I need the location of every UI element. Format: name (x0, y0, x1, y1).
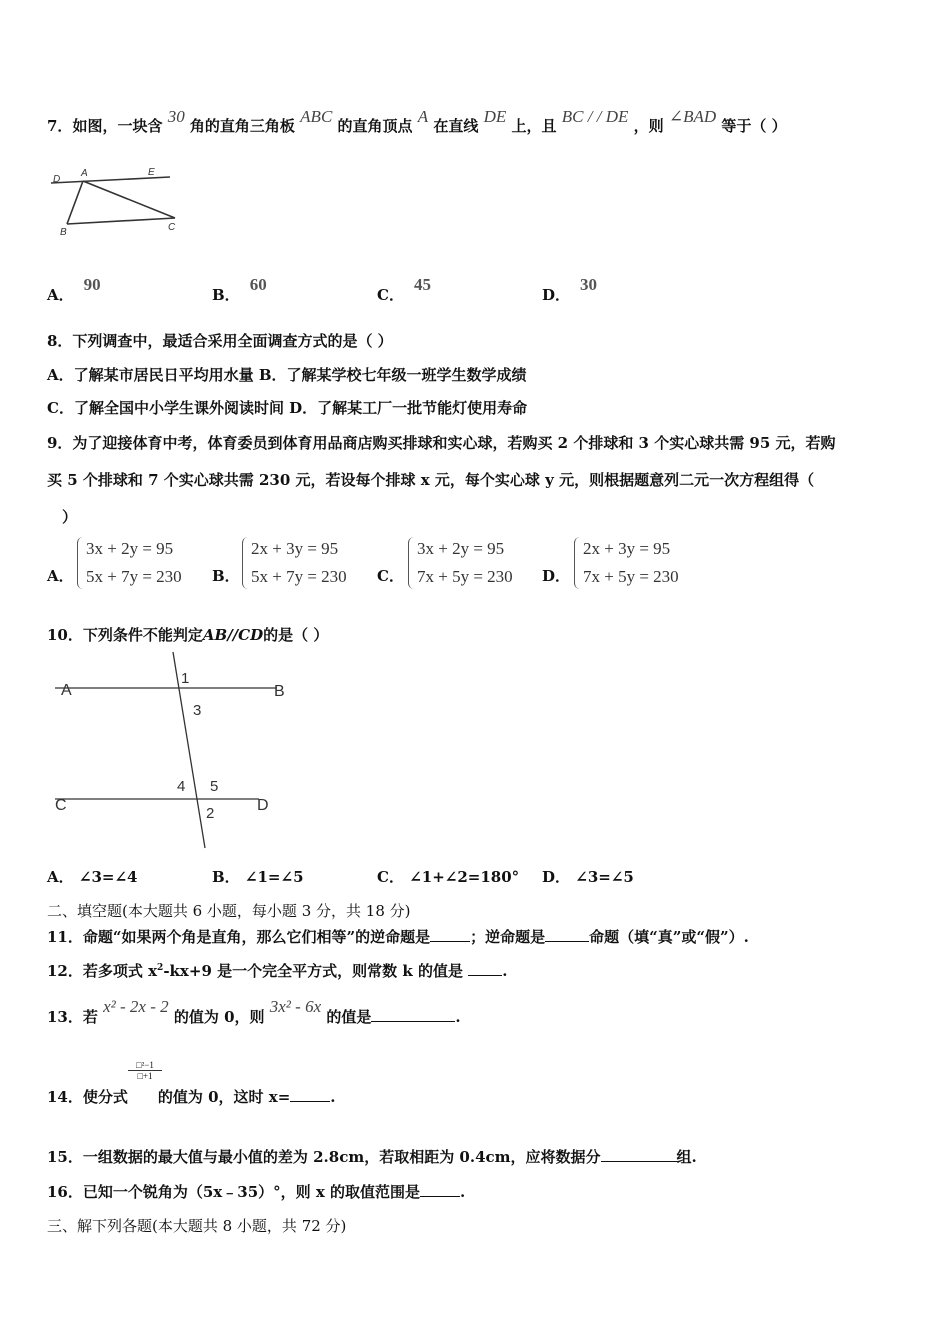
q14-fraction: $\frac{\text{□²−1}}{□+1}$ (128, 1060, 162, 1081)
q9-stem-line-2: 买 5 个排球和 7 个实心球共需 230 元，若设每个排球 x 元，每个实心球 y 元，则根据题意列二元一次方程组得（ (47, 471, 815, 489)
brace-icon (574, 537, 581, 589)
q9-option-b-letter[interactable]: B． (212, 567, 240, 585)
q9-stem-line-1: 9．为了迎接体育中考，体育委员到体育用品商店购买排球和实心球，若购买 2 个排球和 3 个实心球共需 95 元，若购 (47, 434, 836, 452)
q10-label-b: B (274, 683, 285, 700)
q11-blank-1[interactable] (430, 927, 470, 942)
q15: 15．一组数据的最大值与最小值的差为 2.8cm，若取相距为 0.4cm，应将数据分 组. (47, 1148, 697, 1166)
q10-angle-5: 5 (210, 778, 219, 795)
q9-stem-line-3: ） (62, 508, 78, 526)
q7-label-e: E (148, 167, 155, 178)
q16-blank[interactable] (420, 1182, 460, 1197)
q7-label-b: B (60, 227, 67, 238)
q7-label-c: C (168, 222, 176, 233)
q8-options-line-1[interactable]: A．了解某市居民日平均用水量 B．了解某学校七年级一班学生数学成绩 (47, 366, 527, 384)
q7-option-b[interactable]: B．60 (212, 275, 267, 304)
q8-options-line-2[interactable]: C．了解全国中小学生课外阅读时间 D．了解某工厂一批节能灯使用寿命 (47, 399, 528, 417)
q9-option-c-system[interactable]: 3x + 2y = 95 7x + 5y = 230 (417, 535, 513, 591)
q10-label-d: D (257, 797, 269, 814)
q10-option-a[interactable]: A． ∠3=∠4 (47, 868, 138, 886)
q10-angle-2: 2 (206, 805, 215, 822)
section-3-heading: 三、解下列各题(本大题共 8 小题，共 72 分) (47, 1217, 347, 1235)
q9-option-b-system[interactable]: 2x + 3y = 95 5x + 7y = 230 (251, 535, 347, 591)
q10-label-c: C (55, 797, 67, 814)
q13: 13．若 x² - 2x - 2 的值为 0，则 3x² - 6x 的值是 . (47, 997, 461, 1026)
q10-option-d[interactable]: D． ∠3=∠5 (542, 868, 634, 886)
q9-option-d-letter[interactable]: D． (542, 567, 571, 585)
q7-option-d[interactable]: D．30 (542, 275, 598, 304)
q10-option-b[interactable]: B． ∠1=∠5 (212, 868, 304, 886)
q7-label-a: A (81, 168, 88, 179)
q7-label-d: D (53, 174, 61, 185)
brace-icon (77, 537, 84, 589)
q7-option-a[interactable]: A．90 (47, 275, 101, 304)
q9-option-d-system[interactable]: 2x + 3y = 95 7x + 5y = 230 (583, 535, 679, 591)
q11: 11．命题“如果两个角是直角，那么它们相等”的逆命题是 ；逆命题是 命题（填“真”或“假”）. (47, 928, 749, 946)
section-2-heading: 二、填空题(本大题共 6 小题，每小题 3 分，共 18 分) (47, 902, 411, 920)
q10-angle-3: 3 (193, 702, 202, 719)
q11-blank-2[interactable] (545, 927, 589, 942)
q13-blank[interactable] (371, 1007, 455, 1022)
q10-label-a: A (61, 682, 72, 699)
q10-angle-4: 4 (177, 778, 186, 795)
q16: 16．已知一个锐角为（5x﹣35）°，则 x 的取值范围是 . (47, 1183, 466, 1201)
q10-stem: 10．下列条件不能判定AB//CD的是（ ） (47, 626, 329, 644)
q9-option-a-system[interactable]: 3x + 2y = 95 5x + 7y = 230 (86, 535, 182, 591)
q10-angle-1: 1 (181, 670, 190, 687)
q10-parallel-lines-figure (45, 650, 305, 850)
q12: 12．若多项式 $x^2-kx+9$ 是一个完全平方式，则常数 k 的值是 . (47, 962, 508, 980)
q7-option-c[interactable]: C．45 (377, 275, 431, 304)
q14-blank[interactable] (290, 1087, 330, 1102)
q9-option-a-letter[interactable]: A． (47, 567, 74, 585)
q12-blank[interactable] (468, 961, 502, 976)
q10-option-c[interactable]: C． ∠1+∠2=180° (377, 868, 520, 886)
q14: 14．使分式 的值为 0，这时 x= . (47, 1088, 336, 1106)
q7-stem: 7．如图，一块含 30 角的直角三角板 ABC 的直角顶点 A 在直线 DE 上，且 BC / / DE ，则 ∠BAD 等于（ ） (47, 107, 787, 135)
q15-blank[interactable] (601, 1147, 677, 1162)
q8-stem: 8．下列调查中，最适合采用全面调查方式的是（ ） (47, 332, 393, 350)
brace-icon (242, 537, 249, 589)
q7-triangle-figure (45, 160, 190, 240)
q9-option-c-letter[interactable]: C． (377, 567, 404, 585)
brace-icon (408, 537, 415, 589)
